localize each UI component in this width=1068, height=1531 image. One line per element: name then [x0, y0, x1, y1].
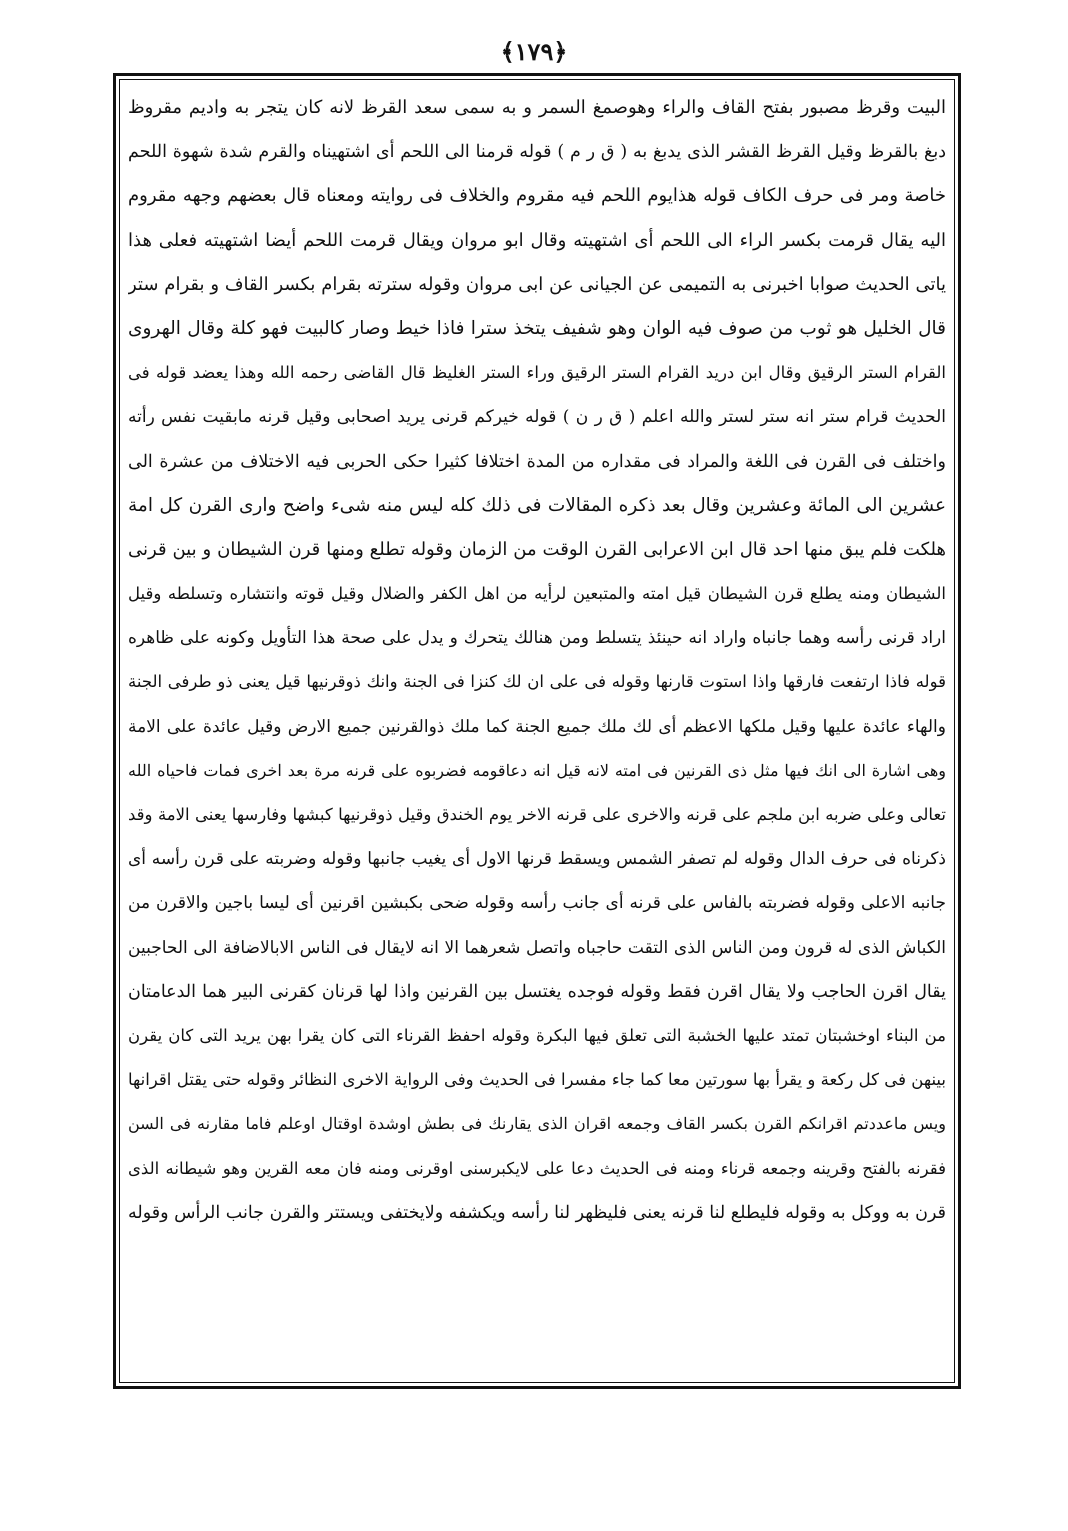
- text-line: والهاء عائدة عليها وقيل ملكها الاعظم أى لك ملك جميع الجنة كما ملك ذوالقرنين جميع الارض وقيل عائدة على الامة: [128, 716, 946, 737]
- text-line: تعالى وعلى ضربه ابن ملجم على قرنه والاخرى على قرنه الاخر يوم الخندق وقيل ذوقرنيها كبشها وفارسها يعنى الامة وقد: [128, 805, 946, 824]
- text-line: خاصة ومر فى حرف الكاف قوله هذايوم اللحم فيه مقروم والخلاف فى روايته ومعناه قال بعضهم وجهه مقروم: [128, 185, 946, 207]
- text-line: ويس ماعددتم اقرانكم القرن بكسر القاف وجمعه اقران الذى يقارنك فى بطش اوشدة اوقتال اوعلم فاما مقارنه فى السن: [128, 1114, 946, 1134]
- text-line: قرن به ووكل به وقوله فليطلع لنا قرنه يعنى فليظهر لنا رأسه ويكشفه ولايختفى ويستتر والقرن جانب الرأس وقوله: [128, 1202, 946, 1223]
- text-line: البيت وقرظ مصبور بفتح القاف والراء وهوصمغ السمر و به سمى سعد القرظ لانه كان يتجر به واديم مقروظ: [128, 97, 946, 118]
- text-line: قوله فاذا ارتفعت فارقها واذا استوت قارنها وقوله فى على ان لك كنزا فى الجنة وانك ذوقرنيها قيل يعنى ذو طرفى الجنة: [128, 672, 946, 692]
- text-line: ذكرناه فى حرف الدال وقوله لم تصفر الشمس ويسقط قرنها الاول أى يغيب جانبها وقوله وضربته على قرن رأسه أى: [128, 849, 946, 870]
- text-line: الشيطان ومنه يطلع قرن الشيطان قيل امته والمتبعين لرأيه من اهل الكفر والضلال وقيل قوته وانتشاره وتسلطه وقيل: [128, 584, 946, 604]
- text-line: يقال اقرن الحاجب ولا يقال اقرن فقط وقوله فوجده يغتسل بين القرنين واذا لها قرنان كقرنى البير هما الدعامتان: [128, 981, 946, 1002]
- text-line: قال الخليل هو ثوب من صوف فيه الوان وهو شفيف يتخذ سترا فاذا خيط وصار كالبيت فهو كلة وقال الهروى: [128, 317, 946, 339]
- text-line: عشرين الى المائة وعشرين وقال بعد ذكره المقالات فى ذلك كله ليس منه شىء واضح وارى القرن كل امة: [128, 494, 946, 516]
- text-line: دبغ بالقرظ وقيل القرظ القشر الذى يدبغ به ( ق ر م ) قوله قرمنا الى اللحم أى اشتهيناه والقرم شدة شهوة اللحم: [128, 142, 946, 163]
- text-line: بينهن فى كل ركعة و يقرأ بها سورتين معا كما جاء مفسرا فى الحديث وفى الرواية الاخرى النظائر وقوله حتى يقتل اقرانها: [128, 1070, 946, 1090]
- page-number: ﴿۱۷۹﴾: [500, 37, 568, 66]
- text-line: فقرنه بالفتح وقرينه وجمعه قرناء ومنه فى الحديث دعا على لايكبرسنى اوقرنى ومنه فان معه القرين وهو شيطانه الذى: [128, 1158, 946, 1178]
- text-line: ياتى الحديث صوابا اخبرنى به التميمى عن الجيانى عن ابى مروان وقوله سترته بقرام بكسر القاف و بقرام ستر: [128, 273, 946, 295]
- text-line: هلكت فلم يبق منها احد قال ابن الاعرابى القرن الوقت من الزمان وقوله تطلع ومنها قرن الشيطان و بين قرنى: [128, 538, 946, 560]
- body-text: [128, 86, 946, 1378]
- text-line: اليه يقال قرمت بكسر الراء الى اللحم أى اشتهيته وقال ابو مروان ويقال قرمت اللحم أيضا اشتهيته فعلى هذا: [128, 229, 946, 251]
- text-line: الكباش الذى له قرون ومن الناس الذى التقت حاجباه واتصل شعرهما الا انه لايقال فى الناس الابالاضافة الى الحاجبين: [128, 937, 946, 958]
- text-line: من البناء اوخشبتان تمتد عليها الخشبة التى تعلق فيها البكرة وقوله احفظ القرناء التى كان يقرا بهن يريد التى كان يقرن: [128, 1025, 946, 1045]
- text-line: وهى اشارة الى انك فيها مثل ذى القرنين فى امته لانه قيل انه دعاقومه فضربوه على قرنه مرة بعد اخرى فمات فاحياه الله: [128, 760, 946, 780]
- text-line: اراد قرنى رأسه وهما جانباه واراد انه حينئذ يتسلط ومن هنالك يتحرك و يدل على صحة هذا التأويل وكونه على ظاهره: [128, 628, 946, 649]
- text-line: جانبه الاعلى وقوله فضربته بالفاس على قرنه أى جانب رأسه وقوله ضحى بكبشين اقرنين أى ليسا باجين والاقرن من: [128, 893, 946, 914]
- text-line: واختلف فى القرن فى اللغة والمراد فى مقداره من المدة اختلافا كثيرا حكى الحربى فيه الاختلاف من عشرة الى: [128, 451, 946, 472]
- text-line: القرام الستر الرقيق وقال ابن دريد القرام الستر الرقيق وراء الستر الغليظ قال القاضى رحمه الله وهذا يعضد قوله فى: [128, 363, 946, 383]
- text-line: الحديث قرام ستر انه ستر لستر والله اعلم ( ق ر ن ) قوله خيركم قرنى يريد اصحابى وقيل قرنه مابقيت نفس رأته: [128, 407, 946, 428]
